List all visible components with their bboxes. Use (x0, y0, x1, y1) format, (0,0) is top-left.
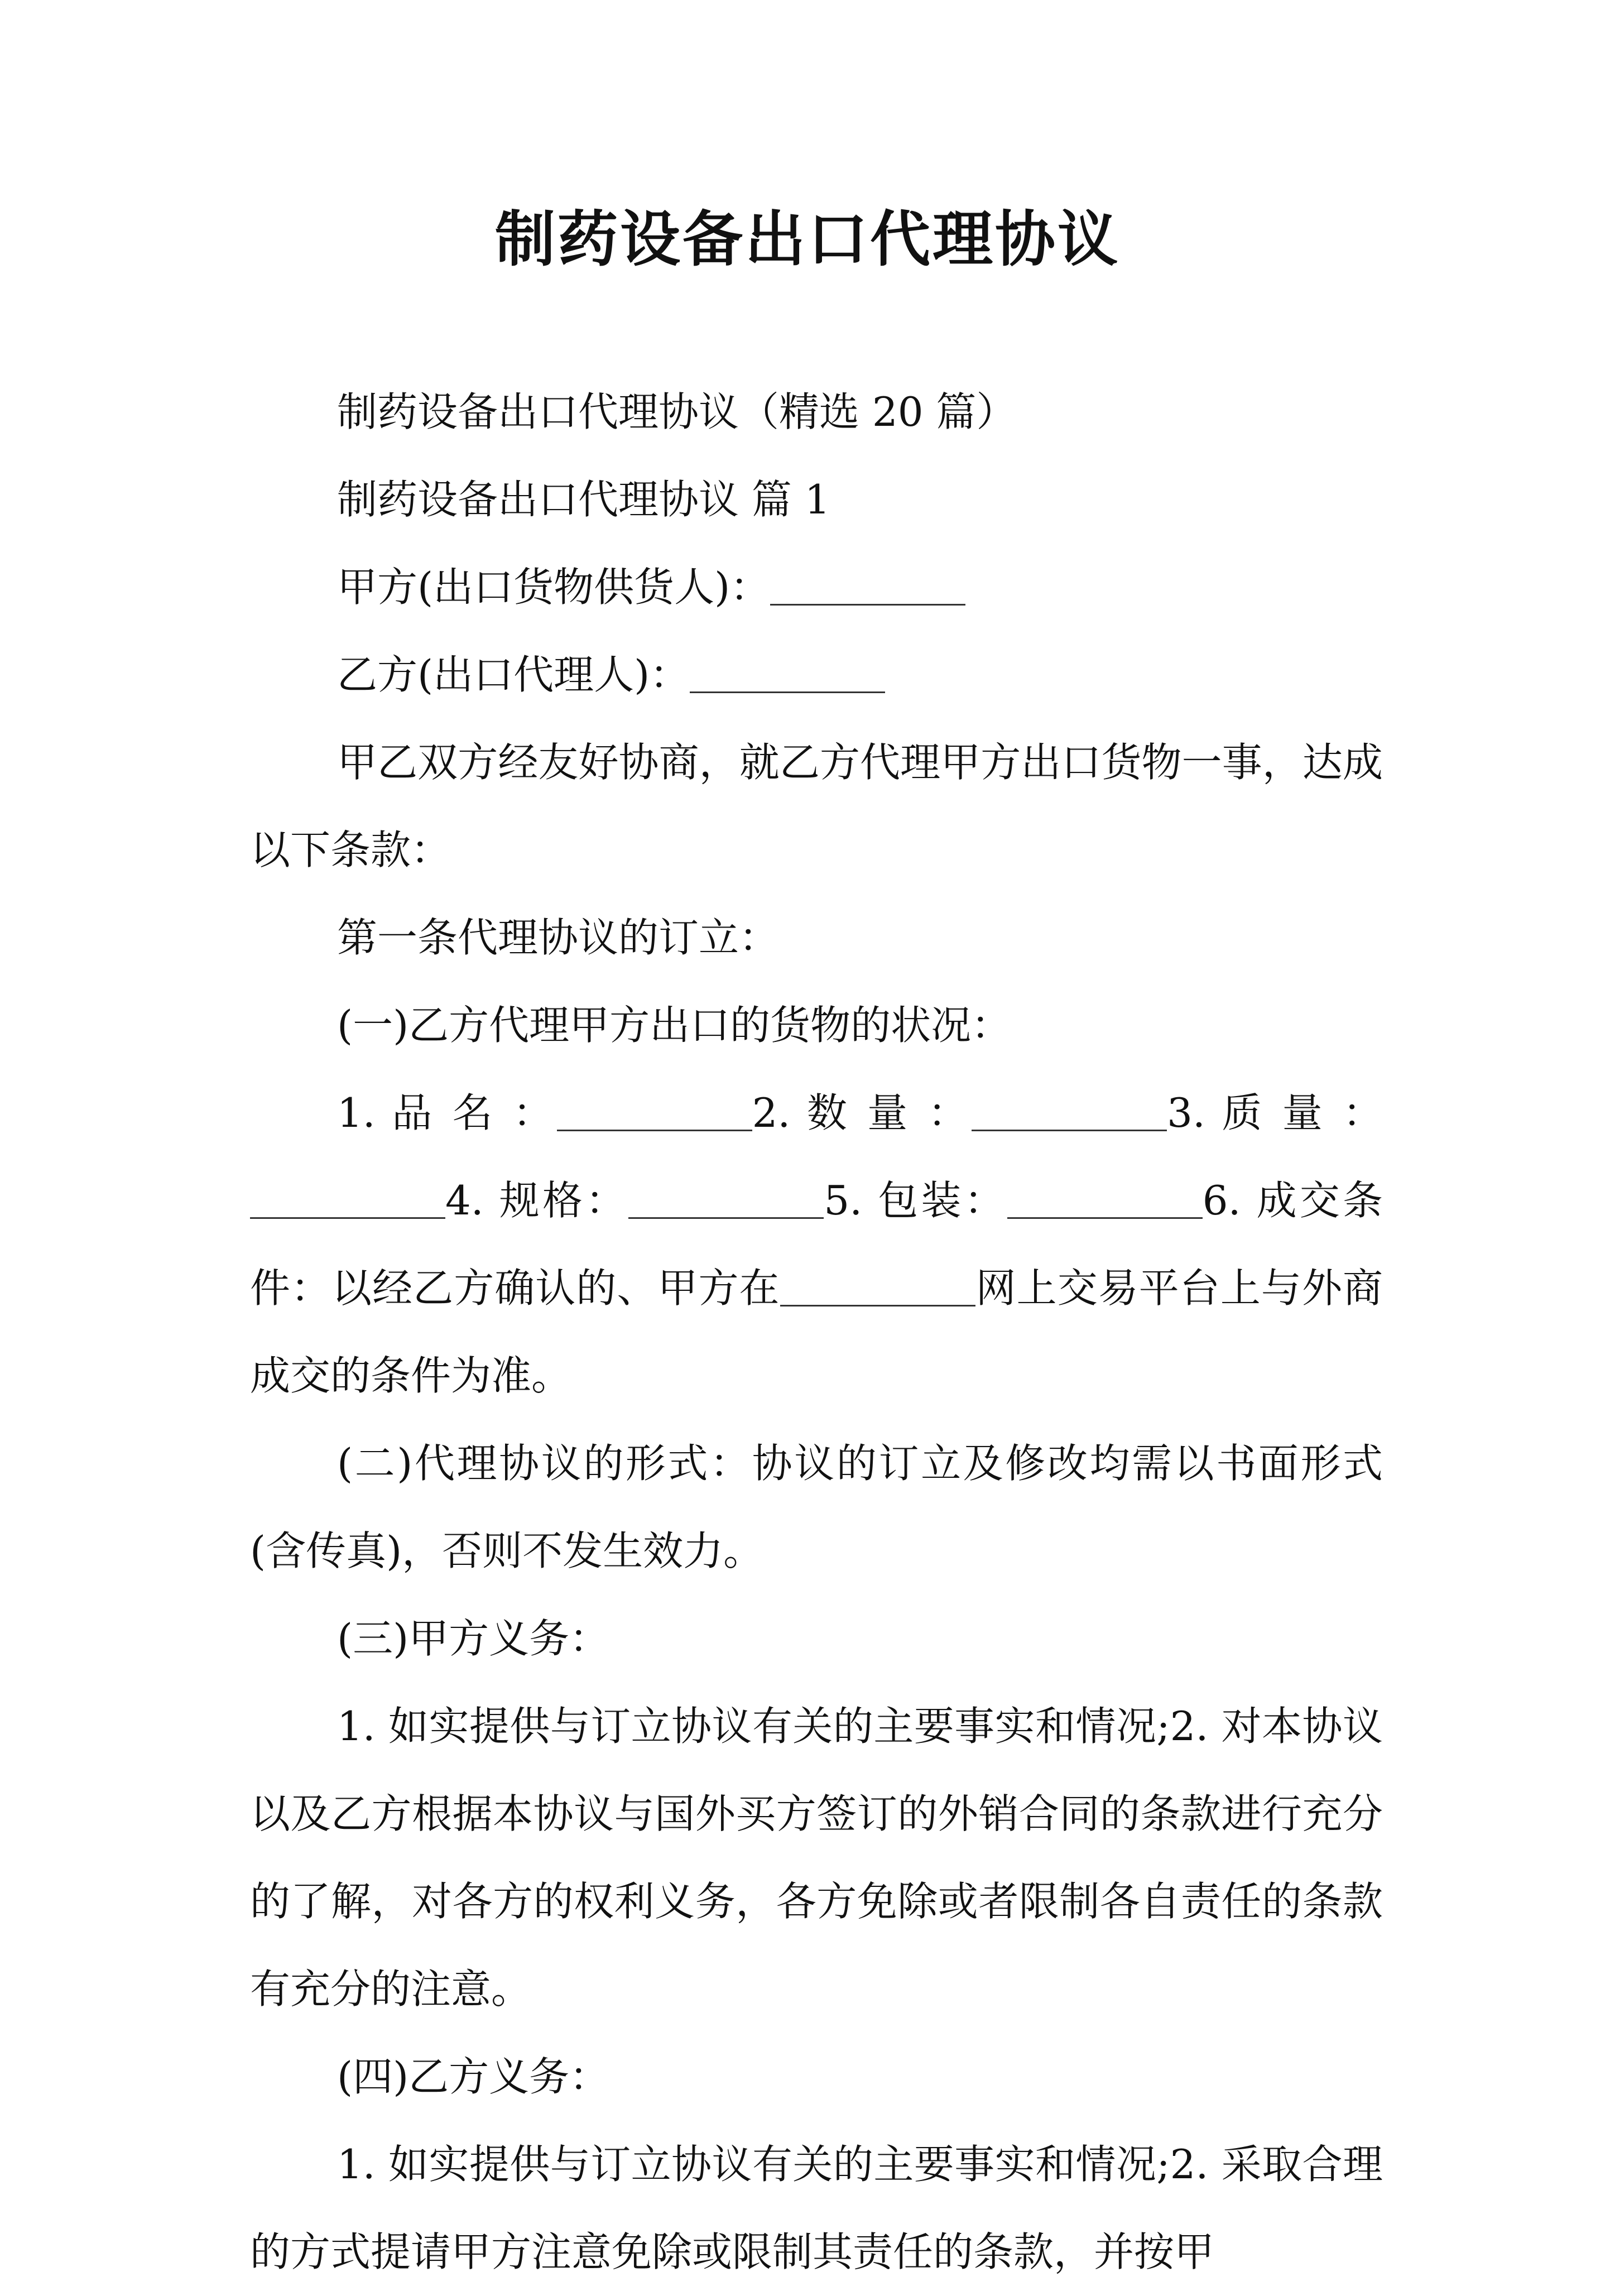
field-trade-terms-end: 网上交易平台上与外商成交的条件为准。 (250, 1265, 1383, 1399)
party-b-label: 乙方(出口代理人)： (337, 651, 690, 698)
paragraph-chapter-heading: 制药设备出口代理协议 篇 1 (337, 476, 830, 523)
document-title: 制药设备出口代理协议 (494, 205, 1120, 275)
party-a-label: 甲方(出口货物供货人)： (337, 564, 771, 611)
field-product-name: 1. 品 名 ： (337, 1089, 557, 1136)
paragraph-collection-heading: 制药设备出口代理协议（精选 20 篇） (337, 388, 1017, 435)
paragraph-party-a (250, 544, 1383, 631)
quantity-blank[interactable] (972, 1096, 1167, 1131)
paragraph-party-a-duties-heading: (三)甲方义务： (337, 1615, 610, 1662)
field-quality: 3. 质 量 ： (1167, 1089, 1383, 1136)
paragraph-party-a-duties: 1. 如实提供与订立协议有关的主要事实和情况;2. 对本协议以及乙方根据本协议与国外买方签订的外销合同的条款进行充分的了解，对各方的权利义务，各方免除或者限制各自责任的条款有充分的注意。 (250, 1703, 1383, 2012)
paragraph-goods-status: (一)乙方代理甲方出口的货物的状况： (337, 1002, 1012, 1049)
paragraph-goods-fields (250, 1069, 1383, 1420)
packaging-blank[interactable] (1007, 1184, 1203, 1219)
paragraph-article-1: 第一条代理协议的订立： (337, 914, 780, 961)
quality-blank[interactable] (250, 1184, 445, 1219)
field-quantity: 2. 数 量 ： (752, 1089, 972, 1136)
paragraph-agreement-form: (二)代理协议的形式：协议的订立及修改均需以书面形式(含传真)，否则不发生效力。 (250, 1440, 1383, 1574)
field-packaging: 5. 包装： (824, 1177, 1007, 1224)
field-spec: 4. 规格： (445, 1177, 629, 1224)
party-b-blank[interactable] (690, 658, 885, 693)
party-a-blank[interactable] (770, 570, 965, 606)
field-trade-terms: 6. 成交条件：以经乙方确认的、甲方在 (250, 1177, 1383, 1312)
platform-blank[interactable] (780, 1271, 975, 1306)
document-body (250, 368, 1383, 2296)
paragraph-preamble: 甲乙双方经友好协商，就乙方代理甲方出口货物一事，达成以下条款： (250, 739, 1383, 873)
paragraph-party-b-duties: 1. 如实提供与订立协议有关的主要事实和情况;2. 采取合理的方式提请甲方注意免除或限制其责任的条款，并按甲 (250, 2141, 1383, 2275)
spec-blank[interactable] (628, 1184, 824, 1219)
paragraph-party-b-duties-heading: (四)乙方义务： (337, 2053, 610, 2100)
product-name-blank[interactable] (557, 1096, 752, 1131)
paragraph-party-b (250, 631, 1383, 719)
